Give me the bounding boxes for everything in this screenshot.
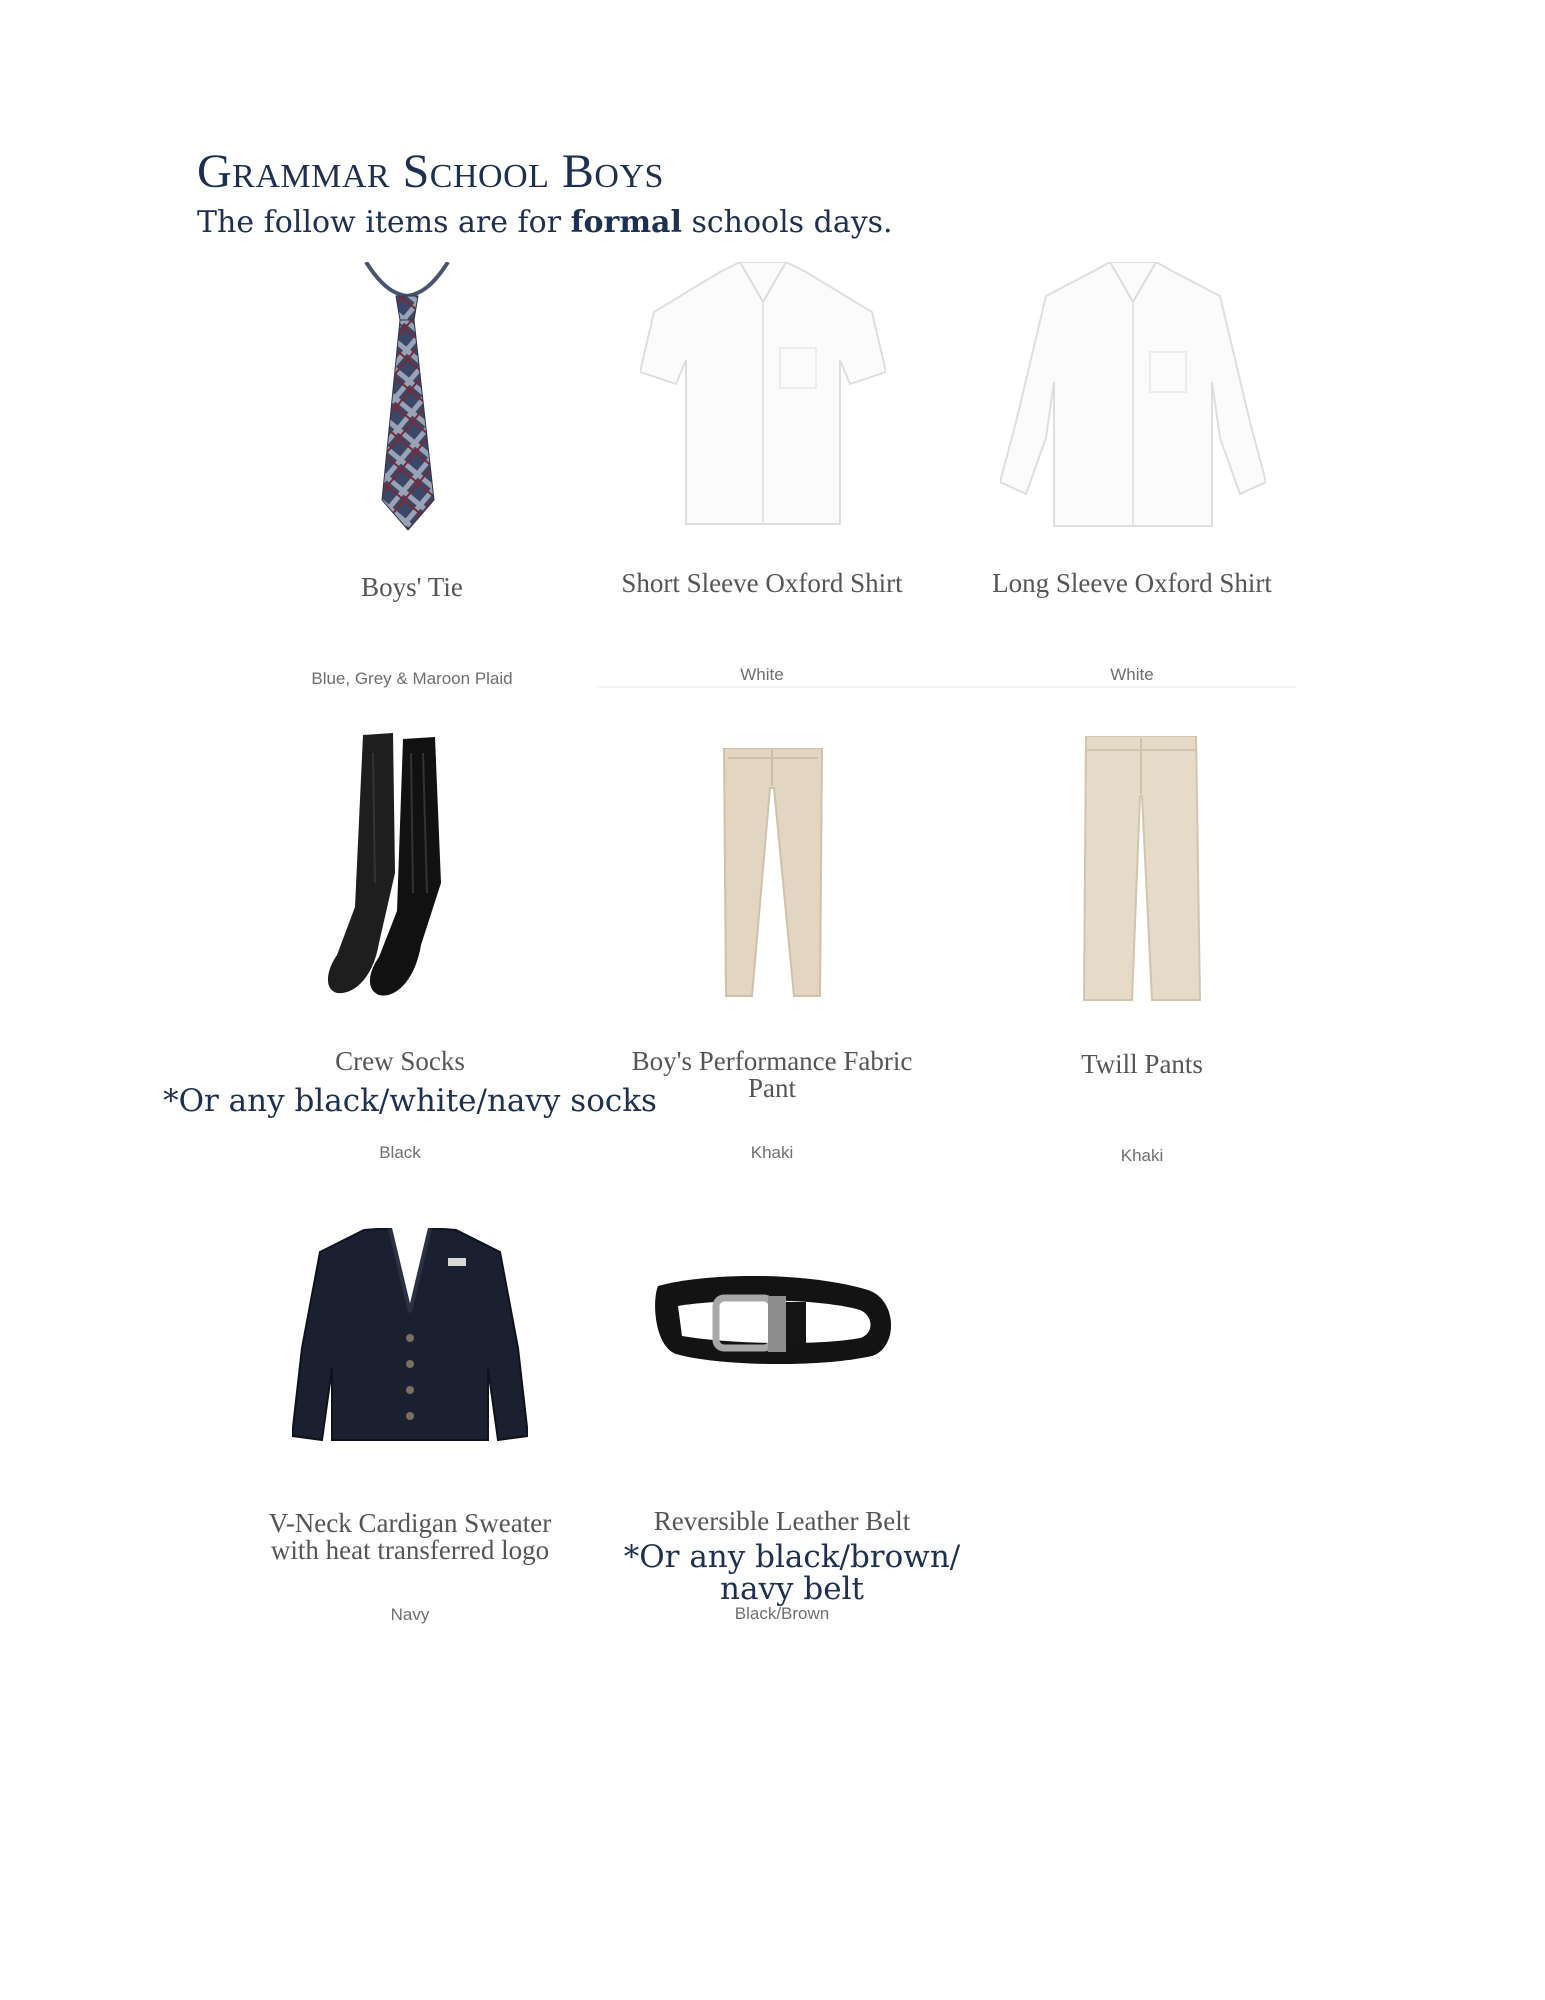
page-title: Grammar School Boys: [197, 145, 664, 198]
item-color-performance-fabric-pant: Khaki: [750, 1143, 794, 1162]
divider-line: [597, 686, 1297, 688]
leather-belt-image: [648, 1270, 908, 1372]
item-color-crew-socks: Black: [379, 1143, 421, 1162]
crew-socks-image: [323, 733, 475, 1001]
item-name-cardigan-line1: V-Neck Cardigan Sweater: [268, 1508, 552, 1538]
subtitle-bold-word: formal: [570, 205, 682, 240]
item-name-crew-socks: Crew Socks: [335, 1046, 465, 1076]
item-name-performance-fabric-pant-line1: Boy's Performance Fabric: [631, 1046, 913, 1076]
item-name-long-sleeve-oxford-shirt: Long Sleeve Oxford Shirt: [992, 568, 1272, 598]
long-sleeve-shirt-image: [1000, 262, 1266, 532]
item-color-cardigan: Navy: [390, 1605, 430, 1624]
item-name-short-sleeve-oxford-shirt: Short Sleeve Oxford Shirt: [621, 568, 903, 598]
short-sleeve-shirt-image: [640, 262, 886, 530]
item-note-crew-socks: *Or any black/white/navy socks: [163, 1083, 657, 1119]
item-color-leather-belt: Black/Brown: [734, 1604, 830, 1623]
page-subtitle: [197, 205, 893, 241]
tie-image: [352, 262, 462, 537]
item-name-leather-belt: Reversible Leather Belt: [653, 1506, 911, 1536]
item-note-leather-belt-line2: navy belt: [720, 1571, 864, 1607]
item-name-twill-pants: Twill Pants: [1081, 1049, 1203, 1079]
item-note-leather-belt-line1: *Or any black/brown/: [623, 1539, 961, 1575]
item-name-performance-fabric-pant-line2: Pant: [747, 1073, 796, 1103]
twill-pants-image: [1082, 736, 1202, 1004]
item-name-cardigan-line2: with heat transferred logo: [270, 1535, 550, 1565]
subtitle-text-after: schools days.: [681, 205, 893, 240]
item-name-boys-tie: Boys' Tie: [361, 572, 463, 602]
item-color-twill-pants: Khaki: [1120, 1146, 1164, 1165]
item-color-boys-tie: Blue, Grey & Maroon Plaid: [311, 669, 513, 688]
item-color-short-sleeve-oxford-shirt: White: [740, 665, 784, 684]
performance-pant-image: [722, 748, 824, 1000]
subtitle-text-before: The follow items are for: [197, 205, 571, 240]
item-color-long-sleeve-oxford-shirt: White: [1110, 665, 1154, 684]
cardigan-sweater-image: [292, 1228, 528, 1446]
